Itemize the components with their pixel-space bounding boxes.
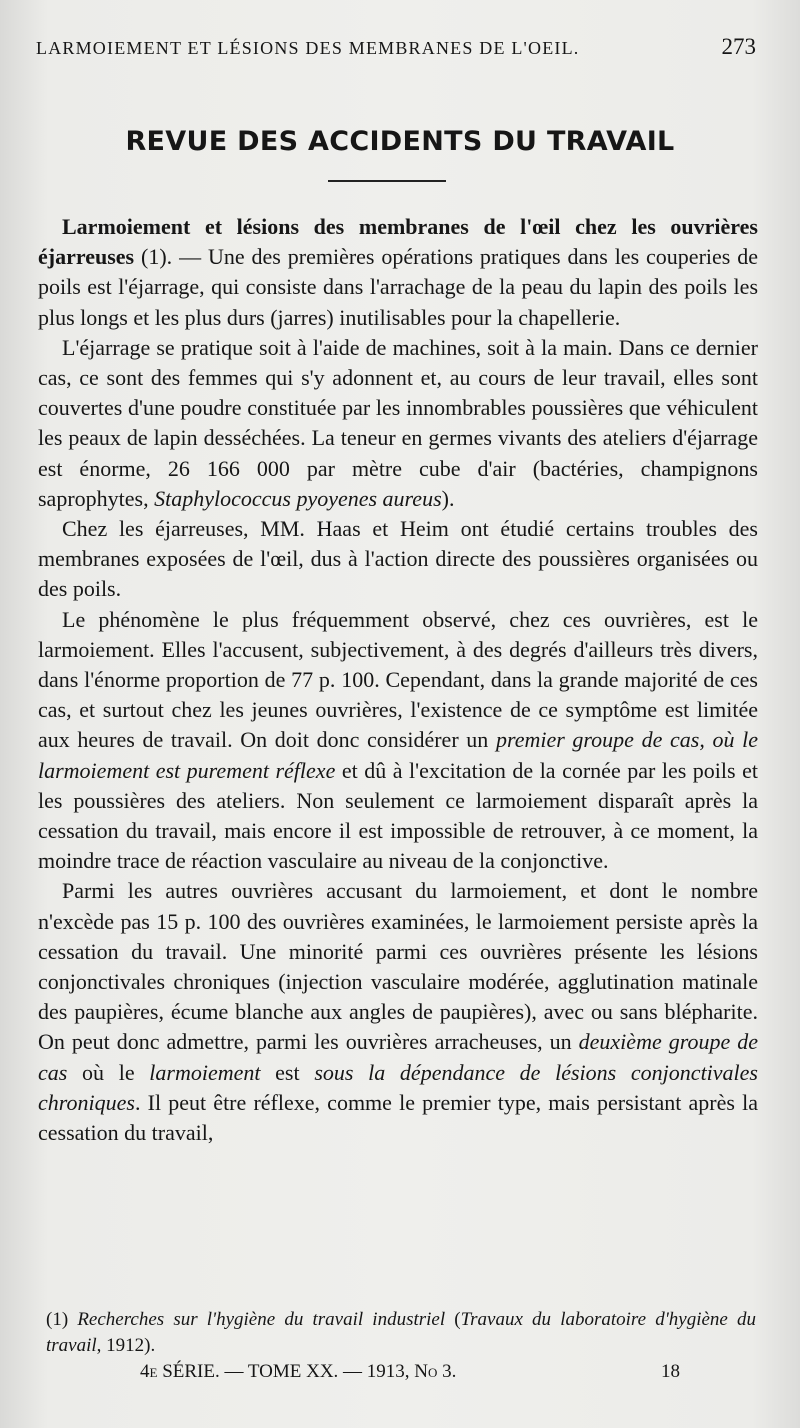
species-name: Staphylococcus pyoyenes aureus — [154, 485, 442, 511]
series-info: 4e SÉRIE. — TOME XX. — 1913, No 3. — [140, 1361, 457, 1382]
section-divider — [328, 180, 446, 182]
running-head — [36, 34, 756, 64]
paragraph-1 — [38, 212, 758, 333]
dependance-emphasis: sous la dépendance de lésions conjonctivales chroniques — [38, 1059, 758, 1115]
paragraph-5 — [38, 876, 758, 1148]
paragraph-5-text-2: où le — [67, 1059, 150, 1085]
section-title: REVUE DES ACCIDENTS DU TRAVAIL — [125, 126, 675, 157]
paragraph-2-text: L'éjarrage se pratique soit à l'aide de machines, soit à la main. Dans ce dernier cas, ce sont des femmes qui s'y adonnent et, au cours de leur travail, elles sont couvertes d'une poudre constituée par les innombrables poussières que véhiculent les peaux de lapin desséchées. La teneur en germes vivants des ateliers d'éjarrage est énorme, 26 166 000 par mètre cube d'air (bactéries, champignons saprophytes, — [38, 334, 758, 511]
footnote-end: , 1912). — [96, 1335, 156, 1356]
page-number: 273 — [721, 34, 756, 59]
paragraph-5-text: Parmi les autres ouvrières accusant du larmoiement, et dont le nombre n'excède pas 15 p. 100 des ouvrières examinées, le larmoiement persiste après la cessation du travail. Une minorité parmi ces ouvrières présente les lésions conjonctivales chroniques (injection vasculaire modérée, agglutination matinale des paupières, écume blanche aux angles de paupières), avec ou sans blépharite. On peut donc admettre, parmi les ouvrières arracheuses, un — [38, 878, 758, 1055]
footnote — [46, 1307, 756, 1359]
paragraph-1-text: Une des premières opérations pratiques dans les couperies de poils est l'éjarrage, qui consiste dans l'arrachage de la peau du lapin des poils les plus longs et les plus durs (jarres) inutilisables pour la chapellerie. — [38, 244, 758, 330]
footnote-paren: ( — [445, 1309, 461, 1330]
paragraph-2 — [38, 333, 758, 514]
sheet-number: 18 — [661, 1361, 680, 1382]
footnote-marker: (1) — [46, 1309, 78, 1330]
paragraph-4-text: Le phénomène le plus fréquemment observé, chez ces ouvrières, est le larmoiement. Elles l'accusent, subjectivement, à des degrés d'ailleurs très divers, dans l'énorme proportion de 77 p. 100. Cependant, dans la grande majorité de ces cas, et surtout chez les jeunes ouvrières, l'existence de ce symptôme est limitée aux heures de travail. On doit donc considérer un — [38, 606, 758, 753]
paragraph-4-end: et dû à l'excitation de la cornée par les poils et les poussières des ateliers. Non seulement ce larmoiement disparaît après la cessation du travail, mais encore il est impossible de retrouver, à ce moment, la moindre trace de réaction vasculaire au niveau de la conjonctive. — [38, 757, 758, 874]
second-group-emphasis: deuxième groupe de cas — [38, 1029, 758, 1085]
larmoiement-emphasis: larmoiement — [149, 1059, 261, 1085]
footnote-reference: (1). — — [134, 244, 208, 270]
paragraph-5-end: . Il peut être réflexe, comme le premier type, mais persistant après la cessation du travail, — [38, 1089, 758, 1146]
first-group-emphasis: premier groupe de cas, où le larmoiement est purement réflexe — [38, 727, 758, 783]
paragraph-4 — [38, 605, 758, 877]
article-heading: Larmoiement et lésions des membranes de l'œil chez les ouvrières éjarreuses — [38, 214, 758, 270]
printer-signature — [140, 1361, 680, 1391]
paragraph-2-end: ). — [441, 485, 455, 511]
footnote-source: Travaux du laboratoire d'hygiène du travail — [46, 1309, 757, 1356]
running-title: LARMOIEMENT ET LÉSIONS DES MEMBRANES DE L'OEIL. — [36, 38, 580, 58]
article-body — [38, 212, 758, 1148]
paragraph-5-text-3: est — [260, 1059, 315, 1085]
paragraph-3: Chez les éjarreuses, MM. Haas et Heim ont étudié certains troubles des membranes exposées de l'œil, dus à l'action directe des poussières organisées ou des poils. — [38, 516, 758, 602]
footnote-title: Recherches sur l'hygiène du travail industriel — [77, 1309, 446, 1330]
